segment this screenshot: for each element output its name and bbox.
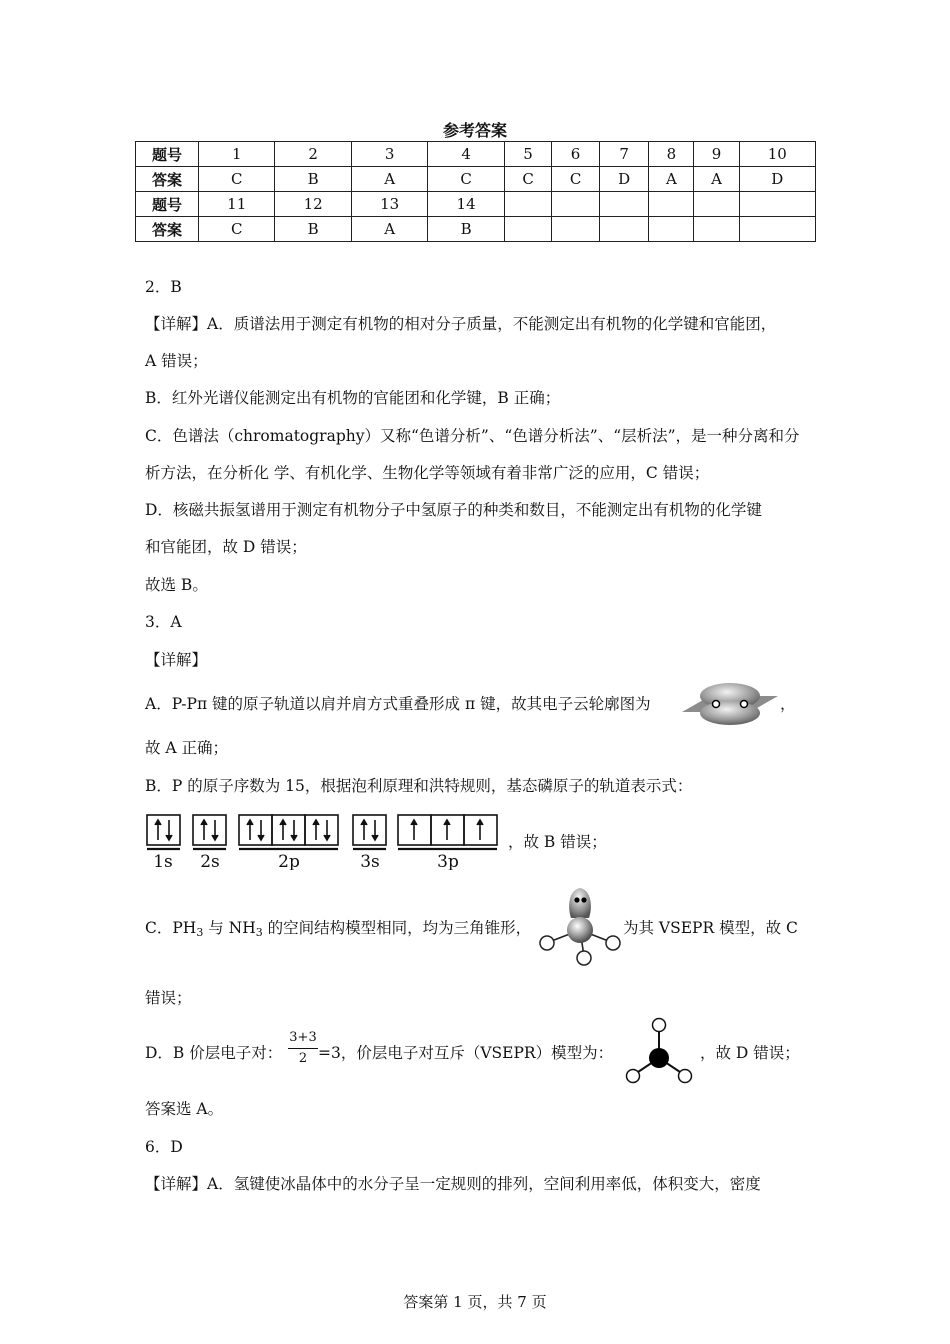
- c-text: 与 NH: [203, 919, 256, 937]
- q6-number: 6．D: [145, 1138, 183, 1156]
- table-cell: 4: [428, 142, 504, 167]
- table-cell: C: [504, 167, 552, 192]
- table-row: [136, 167, 816, 192]
- table-cell: 7: [599, 142, 649, 167]
- table-cell: C: [199, 167, 275, 192]
- q3-c-line: 错误；: [145, 989, 192, 1007]
- q2-line: 【详解】A．质谱法用于测定有机物的相对分子质量，不能测定出有机物的化学键和官能团，: [145, 315, 777, 333]
- table-cell: [694, 217, 739, 242]
- table-cell: 3: [351, 142, 427, 167]
- table-cell: B: [275, 217, 351, 242]
- q3-c-line: [145, 918, 531, 943]
- table-row-header: 题号: [136, 142, 199, 167]
- c-text: C．PH: [145, 919, 197, 937]
- table-cell: [599, 217, 649, 242]
- table-row-header: 答案: [136, 167, 199, 192]
- q3-detail: 【详解】: [145, 651, 208, 669]
- page-footer: 答案第 1 页，共 7 页: [403, 1293, 547, 1311]
- table-cell: A: [649, 167, 694, 192]
- fraction: [288, 1030, 318, 1067]
- q3-d-end: ，故 D 错误；: [700, 1044, 800, 1062]
- q3-d-mid: =3，价层电子对互斥（VSEPR）模型为：: [318, 1044, 614, 1062]
- q2-line: B．红外光谱仪能测定出有机物的官能团和化学键，B 正确；: [145, 389, 561, 407]
- table-row: [136, 192, 816, 217]
- table-row-header: 答案: [136, 217, 199, 242]
- table-cell: [649, 217, 694, 242]
- table-cell: [739, 192, 815, 217]
- q3-a-line: A．P-Pπ 键的原子轨道以肩并肩方式重叠形成 π 键，故其电子云轮廓图为: [145, 695, 651, 713]
- table-cell: C: [428, 167, 504, 192]
- q2-number: 2．B: [145, 278, 182, 296]
- q2-line: 析方法，在分析化 学、有机化学、生物化学等领域有着非常广泛的应用，C 错误；: [145, 464, 710, 482]
- table-cell: 6: [552, 142, 600, 167]
- orbital-label-1s: 1s: [153, 852, 173, 870]
- table-cell: 8: [649, 142, 694, 167]
- table-row: [136, 142, 816, 167]
- q3-c-end: 为其 VSEPR 模型，故 C: [623, 919, 798, 937]
- q2-line: C．色谱法（chromatography）又称“色谱分析”、“色谱分析法”、“层析法”，是一种分离和分: [145, 427, 800, 445]
- table-cell: [552, 217, 600, 242]
- answer-table: [135, 141, 816, 242]
- table-cell: 13: [351, 192, 427, 217]
- table-cell: D: [739, 167, 815, 192]
- table-cell: [504, 217, 552, 242]
- table-row: [136, 217, 816, 242]
- q3-b-end: ，故 B 错误；: [508, 833, 607, 851]
- c-subscript: 3: [255, 926, 263, 939]
- q2-line: 故选 B。: [145, 576, 208, 594]
- phosphorus-orbital-diagram: [145, 812, 505, 870]
- q3-final: 答案选 A。: [145, 1100, 224, 1118]
- table-cell: B: [428, 217, 504, 242]
- orbital-label-3s: 3s: [360, 852, 380, 870]
- table-cell: [504, 192, 552, 217]
- q3-a-line: 故 A 正确；: [145, 739, 229, 757]
- table-cell: 9: [694, 142, 739, 167]
- fraction-denominator: 2: [298, 1051, 308, 1066]
- table-cell: [599, 192, 649, 217]
- table-cell: [552, 192, 600, 217]
- table-cell: 11: [199, 192, 275, 217]
- trigonal-planar-model-figure: [623, 1016, 695, 1088]
- table-cell: 14: [428, 192, 504, 217]
- table-cell: A: [694, 167, 739, 192]
- table-cell: A: [351, 167, 427, 192]
- q2-line: 和官能团，故 D 错误；: [145, 538, 307, 556]
- table-cell: 1: [199, 142, 275, 167]
- fraction-numerator: 3+3: [289, 1030, 317, 1045]
- table-row-header: 题号: [136, 192, 199, 217]
- table-cell: C: [199, 217, 275, 242]
- table-cell: D: [599, 167, 649, 192]
- vsepr-tetrahedral-model-figure: [535, 882, 625, 968]
- table-cell: 10: [739, 142, 815, 167]
- page-title: 参考答案: [442, 121, 507, 140]
- table-cell: C: [552, 167, 600, 192]
- orbital-label-2p: 2p: [278, 852, 300, 870]
- q6-line: 【详解】A．氢键使冰晶体中的水分子呈一定规则的排列，空间利用率低，体积变大，密度: [145, 1175, 761, 1193]
- orbital-label-3p: 3p: [437, 852, 459, 870]
- table-cell: A: [351, 217, 427, 242]
- orbital-label-2s: 2s: [200, 852, 220, 870]
- table-cell: 5: [504, 142, 552, 167]
- c-text: 的空间结构模型相同，均为三角锥形，: [262, 919, 532, 937]
- table-cell: 2: [275, 142, 351, 167]
- table-cell: [694, 192, 739, 217]
- table-cell: [649, 192, 694, 217]
- table-cell: [739, 217, 815, 242]
- c-subscript: 3: [196, 926, 204, 939]
- q3-d-prefix: D．B 价层电子对：: [145, 1044, 283, 1062]
- q2-line: D．核磁共振氢谱用于测定有机物分子中氢原子的种类和数目，不能测定出有机物的化学键: [145, 501, 762, 519]
- q3-a-comma: ，: [780, 695, 796, 713]
- table-cell: 12: [275, 192, 351, 217]
- q3-b-line: B．P 的原子序数为 15，根据泡利原理和洪特规则，基态磷原子的轨道表示式：: [145, 777, 693, 795]
- q2-line: A 错误；: [145, 352, 208, 370]
- pi-bond-orbital-figure: [680, 680, 780, 730]
- q3-number: 3．A: [145, 613, 182, 631]
- table-cell: B: [275, 167, 351, 192]
